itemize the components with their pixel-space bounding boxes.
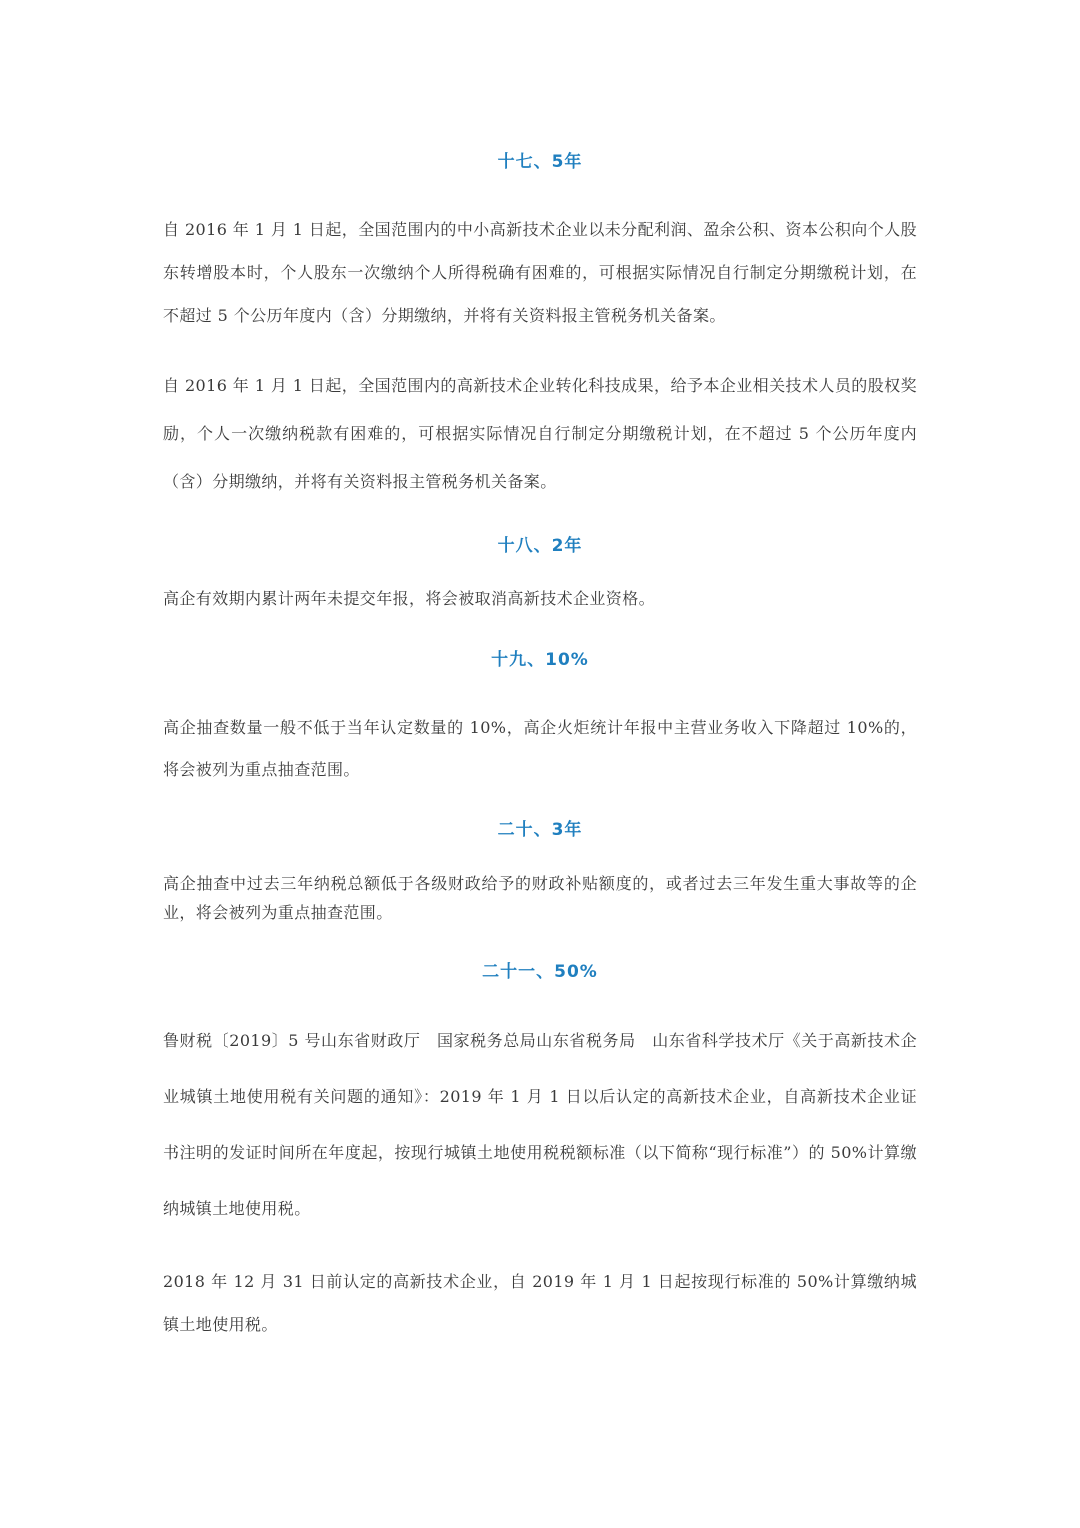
section-20-paragraph-1: 高企抽查中过去三年纳税总额低于各级财政给予的财政补贴额度的，或者过去三年发生重大事故等的企业，将会被列为重点抽查范围。	[163, 874, 917, 922]
section-heading-17: 十七、5年	[497, 152, 583, 172]
section-heading-18: 十八、2年	[497, 536, 583, 556]
section-heading-21: 二十一、50%	[482, 962, 598, 982]
section-19-paragraph-1: 高企抽查数量一般不低于当年认定数量的 10%，高企火炬统计年报中主营业务收入下降超过 10%的，将会被列为重点抽查范围。	[163, 718, 917, 779]
section-18-paragraph-1: 高企有效期内累计两年未提交年报，将会被取消高新技术企业资格。	[163, 589, 656, 608]
section-17-paragraph-1: 自 2016 年 1 月 1 日起，全国范围内的中小高新技术企业以未分配利润、盈余公积、资本公积向个人股东转增股本时，个人股东一次缴纳个人所得税确有困难的，可根据实际情况自行制定分期缴税计划，在不超过 5 个公历年度内（含）分期缴纳，并将有关资料报主管税务机关备案。	[163, 220, 917, 325]
section-21-paragraph-1: 鲁财税〔2019〕5 号山东省财政厅 国家税务总局山东省税务局 山东省科学技术厅《关于高新技术企业城镇土地使用税有关问题的通知》：2019 年 1 月 1 日以后认定的高新技术企业，自高新技术企业证书注明的发证时间所在年度起，按现行城镇土地使用税税额标准（以下简称“现行标准”）的 50%计算缴纳城镇土地使用税。	[163, 1031, 917, 1218]
section-21-paragraph-2: 2018 年 12 月 31 日前认定的高新技术企业，自 2019 年 1 月 1 日起按现行标准的 50%计算缴纳城镇土地使用税。	[163, 1272, 917, 1334]
section-heading-20: 二十、3年	[497, 820, 583, 840]
section-17-paragraph-2: 自 2016 年 1 月 1 日起，全国范围内的高新技术企业转化科技成果，给予本企业相关技术人员的股权奖励，个人一次缴纳税款有困难的，可根据实际情况自行制定分期缴税计划，在不超过 5 个公历年度内（含）分期缴纳，并将有关资料报主管税务机关备案。	[163, 376, 917, 491]
section-heading-19: 十九、10%	[491, 650, 589, 670]
